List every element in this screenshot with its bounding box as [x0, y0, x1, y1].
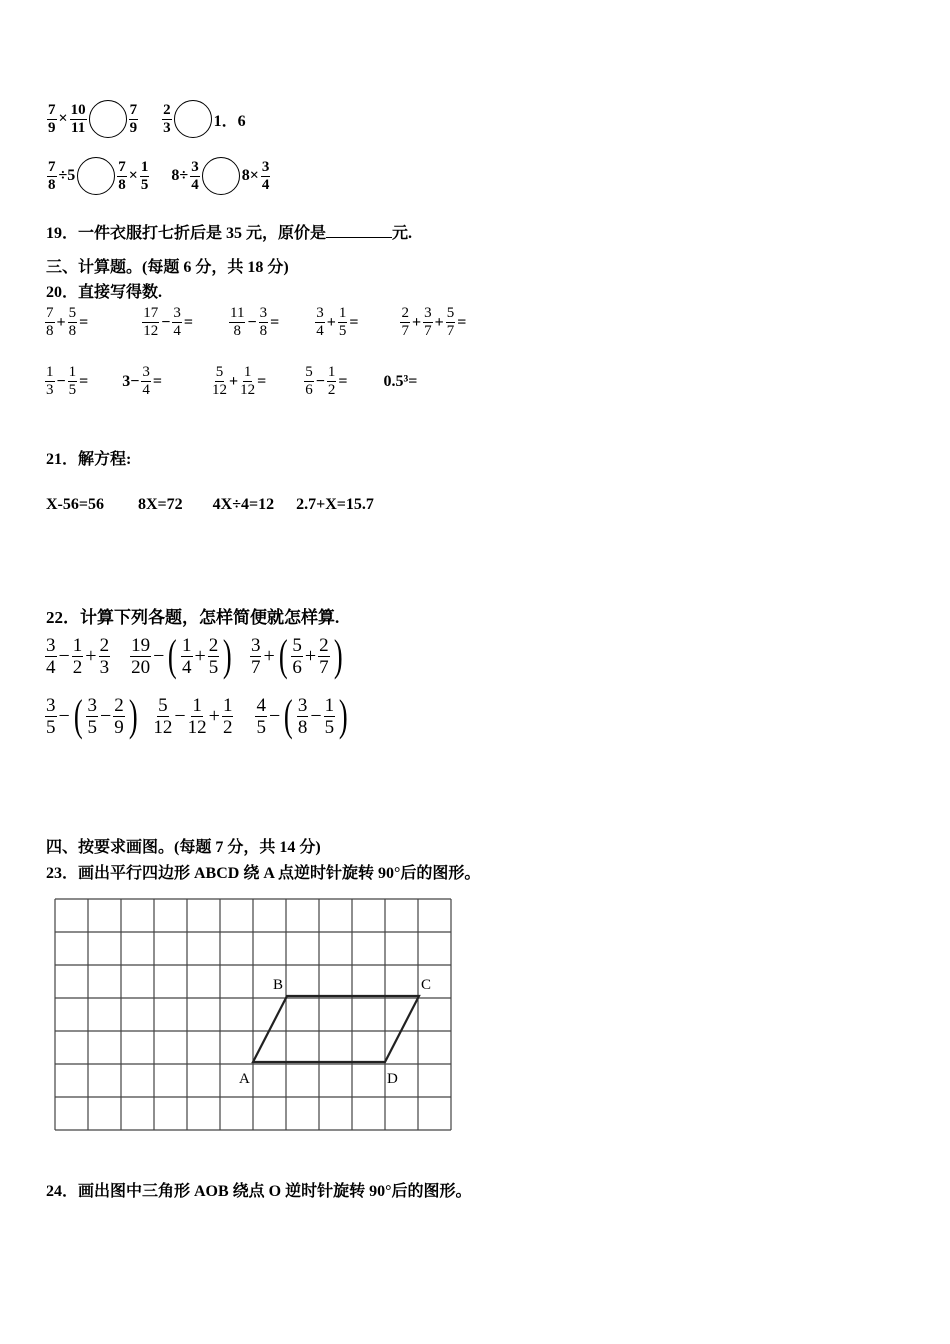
operator: =	[338, 372, 348, 390]
answer-circle[interactable]	[202, 157, 240, 195]
answer-circle[interactable]	[174, 100, 212, 138]
operator: +	[304, 644, 317, 667]
fraction: $\frac{1}{5}$	[338, 305, 347, 339]
compare-row-1: $\frac{7}{9}$ × $\frac{10}{11}$ $\frac{7}{9}$ $\frac{2}{3}$ 1．6	[46, 100, 247, 138]
expression	[129, 631, 235, 680]
parallelogram-abcd	[253, 996, 419, 1062]
parenthesis: (	[284, 691, 293, 740]
fraction: $\frac{2}{3}$	[99, 634, 110, 678]
operator: +	[434, 313, 444, 331]
operator: −	[99, 704, 112, 727]
fraction: $\frac{3}{4}$	[142, 364, 150, 398]
parenthesis: (	[168, 631, 178, 680]
expression	[211, 364, 267, 399]
question-23-title: 23．画出平行四边形 ABCD 绕 A 点逆时针旋转 90°后的图形。	[46, 865, 481, 882]
grid-figure	[50, 897, 456, 1131]
operator: +	[326, 313, 336, 331]
fraction: $\frac{1}{5}$	[324, 694, 335, 738]
fraction: $\frac{1}{12}$	[187, 694, 207, 738]
expression	[383, 372, 419, 390]
operator: +	[229, 372, 239, 390]
operator: +	[56, 313, 66, 331]
operator: −	[58, 704, 70, 727]
expression	[44, 635, 111, 678]
expression	[303, 364, 348, 399]
fraction: $\frac{11}{8}$	[230, 305, 245, 339]
operator: +	[263, 644, 275, 667]
fraction: $\frac{1}{2}$	[222, 694, 233, 738]
fraction: $\frac{5}{12}$	[153, 694, 173, 738]
parenthesis: )	[128, 691, 138, 740]
operator: +	[208, 704, 220, 727]
fraction: $\frac{3}{8}$	[297, 694, 308, 738]
parenthesis: )	[333, 631, 343, 680]
equation: 4X÷4=12	[212, 496, 275, 513]
fraction: $\frac{19}{20}$	[131, 634, 151, 678]
fraction: $\frac{4}{5}$	[256, 694, 266, 738]
operator: =	[270, 313, 280, 331]
fraction: $\frac{5}{8}$	[68, 305, 77, 339]
fraction: $\frac{7}{8}$	[46, 305, 54, 339]
fraction: $\frac{3}{4}$	[173, 305, 181, 339]
operator: −	[56, 372, 66, 390]
question-20-title: 20．直接写得数.	[46, 284, 163, 301]
fraction: $\frac{3}{7}$	[424, 305, 432, 339]
operator: −	[247, 313, 257, 331]
operator: +	[85, 644, 97, 667]
q20-row-1	[44, 305, 467, 340]
parenthesis: (	[73, 691, 83, 740]
q20-row-2	[44, 364, 418, 399]
operator: −	[161, 313, 171, 331]
answer-blank[interactable]	[326, 223, 392, 238]
fraction: $\frac{1}{3}$	[46, 364, 54, 398]
expression	[314, 305, 359, 340]
operator: =	[257, 372, 267, 390]
operator: +	[411, 313, 422, 331]
operator: −	[310, 704, 322, 727]
operator: −	[58, 644, 70, 667]
answer-circle[interactable]	[89, 100, 127, 138]
fraction: $\frac{2}{7}$	[319, 634, 329, 678]
operator: =	[183, 313, 193, 331]
fraction: $\frac{1}{2}$	[72, 634, 83, 678]
q22-row-1	[44, 631, 345, 680]
expression	[44, 691, 140, 740]
fraction: $\frac{3}{4}$	[46, 634, 56, 678]
fraction: $\frac{3}{8}$	[259, 305, 268, 339]
operator: −	[268, 704, 281, 727]
fraction: $\frac{5}{6}$	[292, 634, 302, 678]
fraction: $\frac{1}{5}$	[68, 364, 77, 398]
equations	[46, 496, 374, 514]
equation: 8X=72	[138, 496, 183, 513]
operator: =	[79, 313, 89, 331]
label-c: C	[421, 977, 432, 993]
operator: =	[79, 372, 89, 390]
fraction: $\frac{2}{9}$	[114, 694, 124, 738]
question-22-title: 22．计算下列各题，怎样简便就怎样算.	[46, 608, 340, 627]
parenthesis: )	[223, 631, 233, 680]
equation: X-56=56	[46, 496, 104, 513]
fraction: $\frac{5}{12}$	[212, 364, 227, 398]
operator: −	[153, 644, 165, 667]
operator: −	[315, 372, 325, 390]
operator: =	[152, 372, 162, 390]
section-4-title: 四、按要求画图。(每题 7 分，共 14 分)	[46, 839, 321, 856]
fraction: $\frac{17}{12}$	[143, 305, 159, 339]
fraction: $\frac{3}{5}$	[46, 694, 56, 738]
fraction: $\frac{1}{4}$	[182, 634, 192, 678]
fraction: $\frac{2}{5}$	[208, 634, 219, 678]
q22-row-2	[44, 691, 351, 740]
question-19: 19．一件衣服打七折后是 35 元，原价是 元.	[46, 225, 413, 242]
operator: 0.5³=	[383, 372, 418, 390]
expression	[399, 305, 467, 340]
expression	[228, 305, 280, 340]
section-3-title: 三、计算题。(每题 6 分，共 18 分)	[46, 259, 289, 276]
fraction: $\frac{3}{7}$	[250, 634, 261, 678]
fraction: $\frac{5}{7}$	[446, 305, 455, 339]
expression	[249, 631, 345, 680]
question-24-title: 24．画出图中三角形 AOB 绕点 O 逆时针旋转 90°后的图形。	[46, 1183, 472, 1200]
equation: 2.7+X=15.7	[296, 496, 374, 513]
expression	[121, 364, 163, 399]
expression	[254, 691, 350, 740]
label-a: A	[239, 1071, 250, 1087]
operator: 3−	[122, 372, 140, 390]
label-d: D	[387, 1071, 398, 1087]
operator: +	[194, 644, 206, 667]
expression	[141, 305, 194, 340]
fraction: $\frac{5}{6}$	[305, 364, 313, 398]
parenthesis: (	[278, 631, 288, 680]
question-21-title: 21．解方程:	[46, 451, 132, 468]
fraction: $\frac{3}{5}$	[87, 694, 97, 738]
fraction: $\frac{2}{7}$	[401, 305, 409, 339]
parenthesis: )	[339, 691, 348, 740]
expression	[44, 305, 89, 340]
operator: =	[349, 313, 359, 331]
answer-circle[interactable]	[77, 157, 115, 195]
fraction: $\frac{3}{4}$	[316, 305, 324, 339]
expression	[152, 695, 234, 738]
fraction: $\frac{1}{2}$	[327, 364, 336, 398]
compare-row-2: $\frac{7}{8}$ ÷5 $\frac{7}{8}$ × $\frac{1}{5}$ 8÷ $\frac{3}{4}$ 8× $\frac{3}{4}$	[46, 157, 271, 195]
fraction: $\frac{1}{12}$	[240, 364, 256, 398]
operator: −	[174, 704, 186, 727]
operator: =	[457, 313, 467, 331]
label-b: B	[273, 977, 284, 993]
expression	[44, 364, 89, 399]
